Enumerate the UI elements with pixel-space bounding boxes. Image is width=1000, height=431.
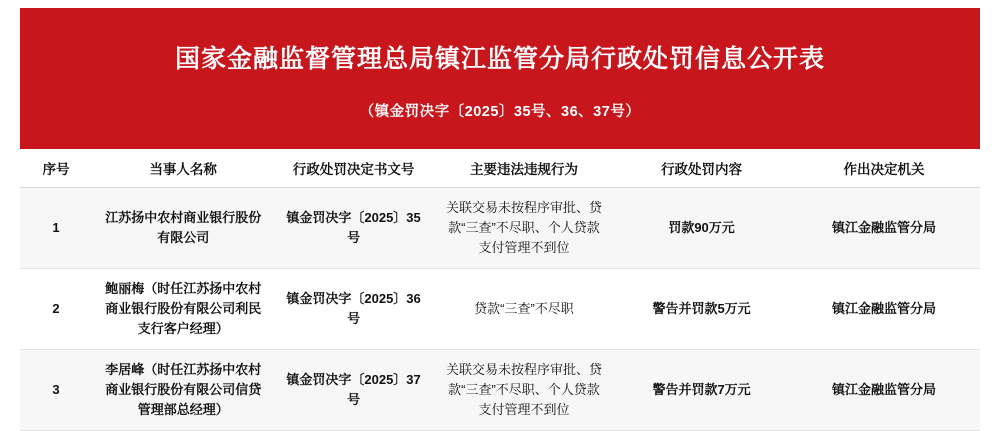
table-body bbox=[20, 188, 980, 431]
cell-document-number: 镇金罚决字〔2025〕36号 bbox=[274, 269, 432, 350]
column-header-index: 序号 bbox=[20, 149, 92, 188]
cell-index: 2 bbox=[20, 269, 92, 350]
penalty-table bbox=[20, 149, 980, 431]
cell-party: 江苏扬中农村商业银行股份有限公司 bbox=[92, 188, 274, 269]
column-header-violation: 主要违法违规行为 bbox=[433, 149, 615, 188]
cell-document-number: 镇金罚决字〔2025〕35号 bbox=[274, 188, 432, 269]
table-header-row bbox=[20, 149, 980, 188]
cell-violation: 贷款“三查”不尽职 bbox=[433, 269, 615, 350]
column-header-document-number: 行政处罚决定书文号 bbox=[274, 149, 432, 188]
table-header bbox=[20, 149, 980, 188]
cell-penalty: 罚款90万元 bbox=[615, 188, 788, 269]
cell-index: 1 bbox=[20, 188, 92, 269]
cell-authority: 镇江金融监管分局 bbox=[788, 269, 980, 350]
cell-violation: 关联交易未按程序审批、贷款“三查”不尽职、个人贷款支付管理不到位 bbox=[433, 350, 615, 431]
cell-violation: 关联交易未按程序审批、贷款“三查”不尽职、个人贷款支付管理不到位 bbox=[433, 188, 615, 269]
cell-document-number: 镇金罚决字〔2025〕37号 bbox=[274, 350, 432, 431]
document-number-subtitle: （镇金罚决字〔2025〕35号、36、37号） bbox=[359, 104, 641, 120]
cell-index: 3 bbox=[20, 350, 92, 431]
cell-party: 李居峰（时任江苏扬中农村商业银行股份有限公司信贷管理部总经理） bbox=[92, 350, 274, 431]
cell-authority: 镇江金融监管分局 bbox=[788, 188, 980, 269]
cell-party: 鲍丽梅（时任江苏扬中农村商业银行股份有限公司利民支行客户经理） bbox=[92, 269, 274, 350]
column-header-penalty: 行政处罚内容 bbox=[615, 149, 788, 188]
table-row bbox=[20, 350, 980, 431]
column-header-authority: 作出决定机关 bbox=[788, 149, 980, 188]
document-header bbox=[20, 8, 980, 149]
cell-penalty: 警告并罚款7万元 bbox=[615, 350, 788, 431]
column-header-party: 当事人名称 bbox=[92, 149, 274, 188]
page-title: 国家金融监督管理总局镇江监管分局行政处罚信息公开表 bbox=[174, 45, 825, 73]
table-row bbox=[20, 188, 980, 269]
penalty-disclosure-document bbox=[20, 8, 980, 416]
cell-penalty: 警告并罚款5万元 bbox=[615, 269, 788, 350]
cell-authority: 镇江金融监管分局 bbox=[788, 350, 980, 431]
table-row bbox=[20, 269, 980, 350]
